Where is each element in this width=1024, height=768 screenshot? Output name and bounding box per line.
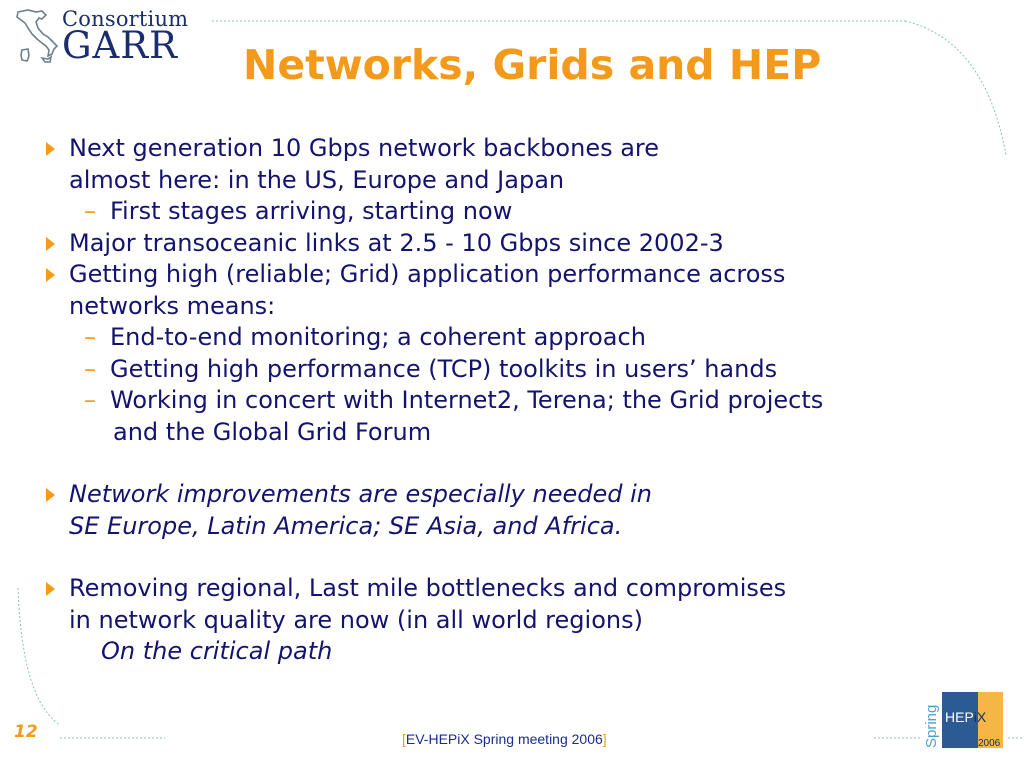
page-number: 12 bbox=[14, 722, 38, 742]
bullet-item bbox=[44, 228, 1004, 260]
logo-year-text: 2006 bbox=[978, 738, 1001, 749]
logo-consortium-text: Consortium bbox=[62, 7, 189, 31]
bullet-text: Major transoceanic links at 2.5 - 10 Gbps since 2002-3 bbox=[69, 228, 724, 257]
sub-bullet-text: First stages arriving, starting now bbox=[110, 197, 513, 225]
orange-triangle-bullet-icon bbox=[46, 488, 55, 502]
bullet-continuation: networks means: bbox=[69, 291, 276, 320]
logo-garr-text: GARR bbox=[62, 24, 178, 67]
bullet-continuation: almost here: in the US, Europe and Japan bbox=[69, 165, 565, 194]
footer bbox=[402, 731, 607, 747]
sub-bullet-continuation: and the Global Grid Forum bbox=[113, 417, 432, 446]
footer-bracket-close: ] bbox=[602, 731, 607, 747]
bullet-item bbox=[44, 259, 1004, 291]
sub-bullet-text: End-to-end monitoring; a coherent approach bbox=[110, 323, 646, 351]
italy-map-icon bbox=[12, 6, 62, 68]
dash-bullet-icon: – bbox=[84, 197, 96, 225]
bullet-continuation: in network quality are now (in all world regions) bbox=[69, 605, 643, 634]
bullet-item bbox=[44, 133, 1004, 165]
dash-bullet-icon: – bbox=[84, 354, 96, 383]
sub-bullet-item bbox=[44, 196, 1004, 228]
dash-bullet-icon: – bbox=[84, 323, 96, 351]
orange-triangle-bullet-icon bbox=[46, 142, 55, 156]
footer-bracket-open: [ bbox=[402, 731, 406, 747]
logo-hepix-text: HEPiX bbox=[945, 709, 987, 725]
bullet-text: Removing regional, Last mile bottlenecks and compromises bbox=[69, 574, 787, 602]
bullet-text: Next generation 10 Gbps network backbones are bbox=[69, 134, 660, 162]
footer-text: EV-HEPiX Spring meeting 2006 bbox=[405, 731, 603, 747]
slide-title: Networks, Grids and HEP bbox=[243, 41, 822, 89]
sub-bullet-text: Getting high performance (TCP) toolkits in users’ hands bbox=[110, 354, 778, 383]
sub-bullet-item bbox=[44, 322, 1004, 354]
orange-triangle-bullet-icon bbox=[46, 237, 55, 251]
hepix-spring-logo bbox=[922, 690, 1006, 754]
bullet-item bbox=[44, 573, 1004, 605]
bullet-emphasis: On the critical path bbox=[101, 637, 333, 665]
dash-bullet-icon: – bbox=[84, 386, 96, 414]
garr-logo bbox=[12, 4, 202, 68]
bullet-item bbox=[44, 479, 1004, 511]
sub-bullet-item bbox=[44, 354, 1004, 386]
orange-triangle-bullet-icon bbox=[46, 582, 55, 596]
bullet-text: Network improvements are especially needed in bbox=[69, 480, 652, 508]
sub-bullet-item bbox=[44, 385, 1004, 417]
logo-spring-text: Spring bbox=[923, 704, 940, 748]
slide-content bbox=[44, 133, 1004, 668]
orange-triangle-bullet-icon bbox=[46, 268, 55, 282]
sub-bullet-text: Working in concert with Internet2, Terena; the Grid projects bbox=[110, 386, 824, 414]
bullet-text: Getting high (reliable; Grid) application performance across bbox=[69, 260, 786, 288]
bullet-continuation: SE Europe, Latin America; SE Asia, and Africa. bbox=[69, 511, 623, 540]
